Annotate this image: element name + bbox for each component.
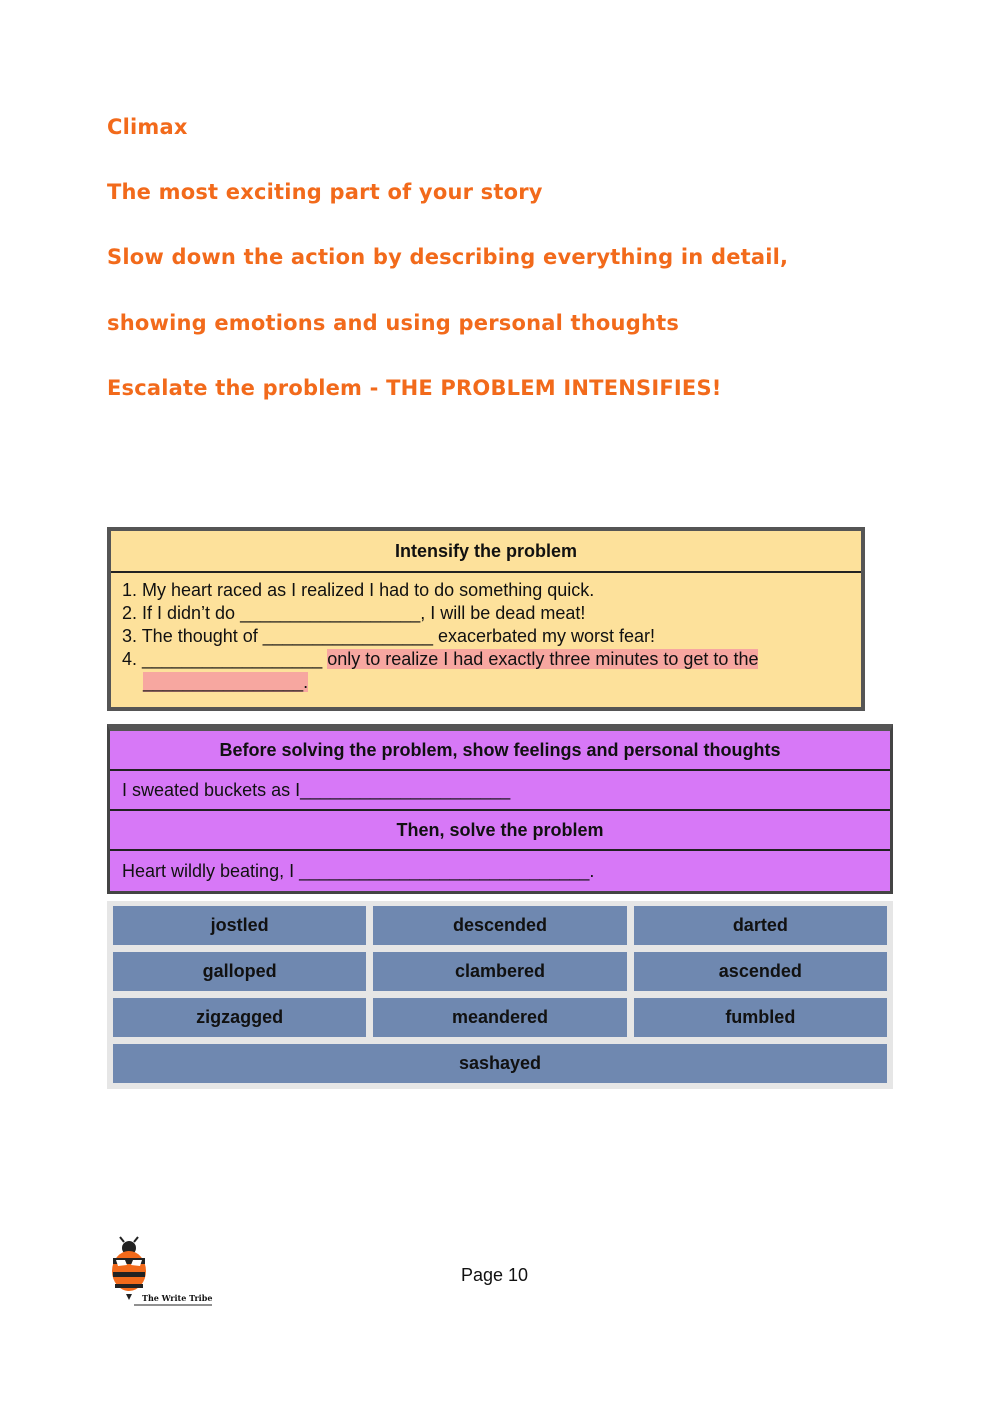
intensify-item-4-highlight: only to realize I had exactly three minutes to get to the bbox=[327, 649, 759, 669]
logo-text: The Write Tribe bbox=[142, 1293, 213, 1303]
word-cell: galloped bbox=[113, 952, 366, 991]
heading-title: Climax bbox=[107, 115, 188, 139]
intensify-item-4-prefix: 4. __________________ bbox=[122, 649, 328, 669]
word-cell: darted bbox=[634, 906, 887, 945]
solve-header-solution: Then, solve the problem bbox=[110, 811, 890, 851]
word-bank bbox=[107, 901, 893, 1089]
intensify-item-4 bbox=[122, 648, 861, 671]
word-cell: ascended bbox=[634, 952, 887, 991]
heading-line-3: showing emotions and using personal thoughts bbox=[107, 311, 680, 335]
word-cell: descended bbox=[373, 906, 626, 945]
intensify-item-2: 2. If I didn’t do __________________, I will be dead meat! bbox=[122, 603, 586, 623]
solve-header-feelings: Before solving the problem, show feelings and personal thoughts bbox=[110, 731, 890, 771]
intensify-table bbox=[107, 527, 865, 711]
word-cell: zigzagged bbox=[113, 998, 366, 1037]
intensify-body bbox=[111, 573, 861, 694]
intensify-item-3: 3. The thought of _________________ exacerbated my worst fear! bbox=[122, 626, 656, 646]
heading-line-4: Escalate the problem - THE PROBLEM INTENSIFIES! bbox=[107, 376, 722, 400]
intensify-header: Intensify the problem bbox=[111, 531, 861, 573]
heading-line-2: Slow down the action by describing everything in detail, bbox=[107, 245, 789, 269]
page-number: Page 10 bbox=[461, 1265, 529, 1285]
intensify-item-4-blank: ________________. bbox=[143, 672, 309, 692]
word-cell: meandered bbox=[373, 998, 626, 1037]
heading-line-1: The most exciting part of your story bbox=[107, 180, 543, 204]
word-cell: sashayed bbox=[113, 1044, 887, 1083]
solve-table bbox=[107, 724, 893, 894]
solve-row-solution: Heart wildly beating, I _____________________________. bbox=[122, 860, 595, 881]
word-cell: clambered bbox=[373, 952, 626, 991]
intensify-item-1: 1. My heart raced as I realized I had to do something quick. bbox=[122, 580, 595, 600]
solve-row-feelings: I sweated buckets as I_____________________ bbox=[110, 771, 890, 811]
word-cell: jostled bbox=[113, 906, 366, 945]
intensify-item-4-continued bbox=[122, 671, 861, 694]
word-cell: fumbled bbox=[634, 998, 887, 1037]
